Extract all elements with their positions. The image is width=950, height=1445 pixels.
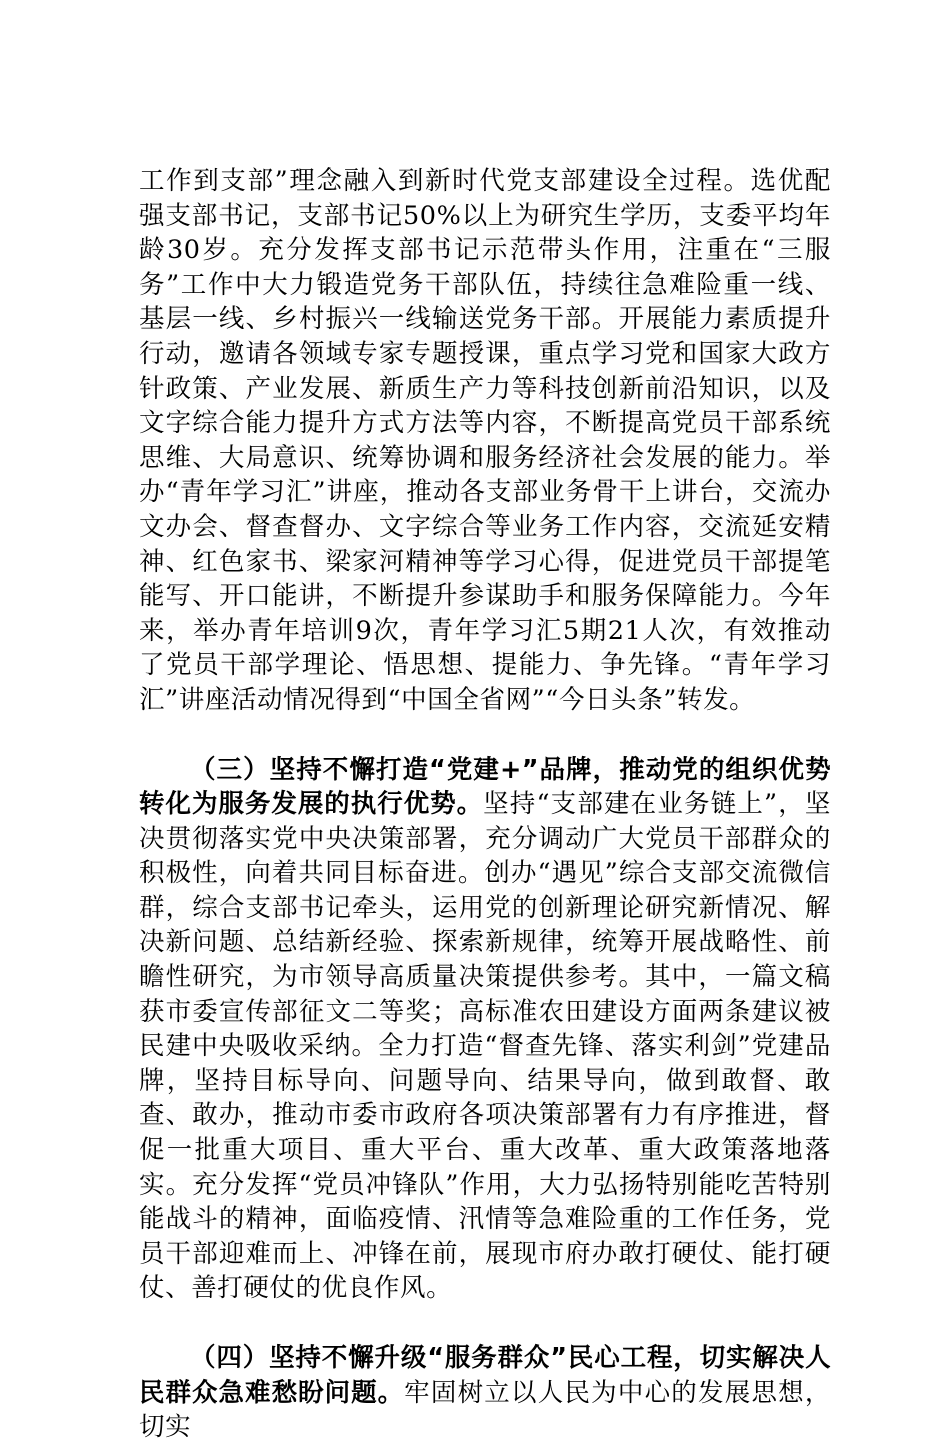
section-4-paragraph	[139, 1341, 831, 1445]
section-4-body: 牢固树立以人民为中心的发展思想，切实	[139, 1377, 831, 1443]
document-page	[139, 164, 831, 1445]
section-3-heading: （三）坚持不懈打造“党建+”品牌，推动党的组织优势转化为服务发展的执行优势。	[139, 754, 831, 820]
section-3-body: 坚持“支部建在业务链上”，坚决贯彻落实党中央决策部署，充分调动广大党员干部群众的积极性，向着共同目标奋进。创办“遇见”综合支部交流微信群，综合支部书记牵头，运用党的创新理论研究新情况、解决新问题、总结新经验、探索新规律，统筹开展战略性、前瞻性研究，为市领导高质量决策提供参考。其中，一篇文稿获市委宣传部征文二等奖；高标准农田建设方面两条建议被民建中央吸收采纳。全力打造“督查先锋、落实利剑”党建品牌，坚持目标导向、问题导向、结果导向，做到敢督、敢查、敢办，推动市委市政府各项决策部署有力有序推进，督促一批重大项目、重大平台、重大改革、重大政策落地落实。充分发挥“党员冲锋队”作用，大力弘扬特别能吃苦特别能战斗的精神，面临疫情、汛情等急难险重的工作任务，党员干部迎难而上、冲锋在前，展现市府办敢打硬仗、能打硬仗、善打硬仗的优良作风。	[139, 789, 831, 1304]
section-4-heading: （四）坚持不懈升级“服务群众”民心工程，切实解决人民群众急难愁盼问题。	[139, 1343, 831, 1408]
paragraph-continued: 工作到支部”理念融入到新时代党支部建设全过程。选优配强支部书记，支部书记50%以上为研究生学历，支委平均年龄30岁。充分发挥支部书记示范带头作用，注重在“三服务”工作中大力锻造党务干部队伍，持续往急难险重一线、基层一线、乡村振兴一线输送党务干部。开展能力素质提升行动，邀请各领域专家专题授课，重点学习党和国家大政方针政策、产业发展、新质生产力等科技创新前沿知识，以及文字综合能力提升方式方法等内容，不断提高党员干部系统思维、大局意识、统筹协调和服务经济社会发展的能力。举办“青年学习汇”讲座，推动各支部业务骨干上讲台，交流办文办会、督查督办、文字综合等业务工作内容，交流延安精神、红色家书、梁家河精神等学习心得，促进党员干部提笔能写、开口能讲，不断提升参谋助手和服务保障能力。今年来，举办青年培训9次，青年学习汇5期21人次，有效推动了党员干部学理论、悟思想、提能力、争先锋。“青年学习汇”讲座活动情况得到“中国全省网”“今日头条”转发。	[139, 166, 831, 715]
section-3-paragraph	[139, 753, 831, 1307]
